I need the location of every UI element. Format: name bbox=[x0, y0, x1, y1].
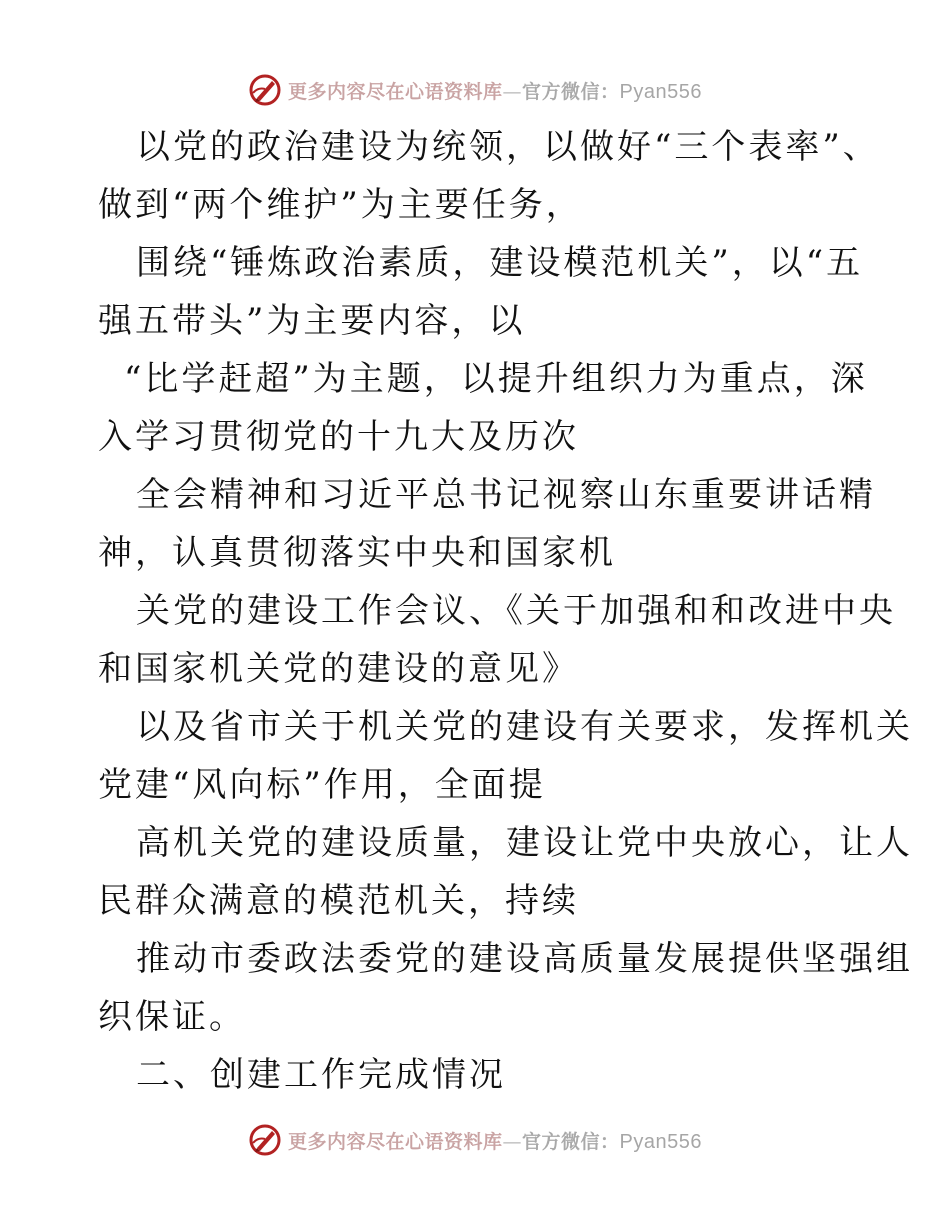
footer-watermark bbox=[0, 1120, 950, 1160]
body-line: 强五带头”为主要内容，以 bbox=[98, 301, 526, 341]
body-line: 民群众满意的模范机关，持续 bbox=[98, 881, 579, 921]
body-line: 做到“两个维护”为主要任务， bbox=[98, 185, 583, 225]
watermark-wechat-id: Pyan556 bbox=[619, 1130, 702, 1153]
watermark-separator: — bbox=[502, 80, 523, 103]
watermark-label: 官方微信： bbox=[522, 80, 620, 103]
body-line: 织保证。 bbox=[98, 997, 246, 1037]
body-line: 神，认真贯彻落实中央和国家机 bbox=[98, 533, 616, 573]
body-line: 入学习贯彻党的十九大及历次 bbox=[98, 417, 579, 457]
body-line: 全会精神和习近平总书记视察山东重要讲话精 bbox=[136, 475, 876, 515]
pen-logo-icon bbox=[248, 1123, 282, 1157]
watermark-brand: 更多内容尽在心语资料库 bbox=[288, 80, 503, 103]
body-line: 关党的建设工作会议、《关于加强和和改进中央 bbox=[136, 591, 896, 631]
body-line: 以及省市关于机关党的建设有关要求，发挥机关 bbox=[136, 707, 913, 747]
document-body bbox=[98, 118, 913, 1104]
pen-logo-icon bbox=[248, 73, 282, 107]
body-line: 围绕“锤炼政治素质，建设模范机关”，以“五 bbox=[136, 243, 864, 283]
section-heading: 二、创建工作完成情况 bbox=[136, 1055, 506, 1095]
body-line: 党建“风向标”作用，全面提 bbox=[98, 765, 546, 805]
body-line: 高机关党的建设质量，建设让党中央放心，让人 bbox=[136, 823, 913, 863]
header-watermark bbox=[0, 70, 950, 110]
watermark-separator: — bbox=[502, 1130, 523, 1153]
body-line: 以党的政治建设为统领，以做好“三个表率”、 bbox=[136, 127, 880, 167]
watermark-label: 官方微信： bbox=[522, 1130, 620, 1153]
watermark-brand: 更多内容尽在心语资料库 bbox=[288, 1130, 503, 1153]
body-line: “比学赶超”为主题，以提升组织力为重点，深 bbox=[124, 359, 868, 399]
body-line: 和国家机关党的建设的意见》 bbox=[98, 649, 579, 689]
watermark-wechat-id: Pyan556 bbox=[619, 80, 702, 103]
body-line: 推动市委政法委党的建设高质量发展提供坚强组 bbox=[136, 939, 913, 979]
